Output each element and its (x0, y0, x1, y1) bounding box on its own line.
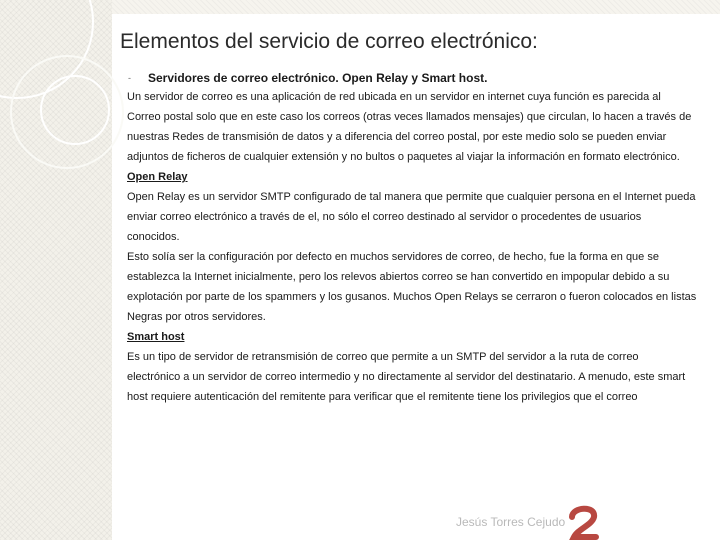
logo-icon (566, 503, 602, 540)
paragraph: conocidos. (127, 231, 180, 243)
paragraph: Correo postal solo que en este caso los correos (otras veces llamados mensajes) que circulan, lo hacen a través de (127, 111, 692, 123)
paragraph: Es un tipo de servidor de retransmisión de correo que permite a un SMTP del servidor a la ruta de correo (127, 351, 639, 363)
paragraph: host requiere autenticación del remitente para verificar que el remitente tiene los privilegios que el correo (127, 391, 638, 403)
paragraph: Esto solía ser la configuración por defecto en muchos servidores de correo, de hecho, fue la forma en que se (127, 251, 659, 263)
paragraph: Negras por otros servidores. (127, 311, 266, 323)
author-signature: Jesús Torres Cejudo (456, 515, 566, 529)
slide-title: Elementos del servicio de correo electrónico: (120, 30, 538, 53)
paragraph: Un servidor de correo es una aplicación de red ubicada en un servidor en internet cuya función es parecida al (127, 91, 661, 103)
paragraph: electrónico a un servidor de correo intermedio y no directamente al servidor del destinatario. A menudo, este smart (127, 371, 686, 383)
section-heading-open-relay: Open Relay (127, 171, 188, 183)
bullet-marker: - (128, 73, 131, 83)
decorative-top-band (112, 0, 720, 14)
decorative-background (0, 0, 112, 540)
paragraph: establezca la Internet inicialmente, pero los relevos abiertos correo se han convertido en impopular debido a su (127, 271, 670, 283)
slide-subtitle: Servidores de correo electrónico. Open Relay y Smart host. (148, 71, 488, 85)
paragraph: Open Relay es un servidor SMTP configurado de tal manera que permite que cualquier persona en el Internet pueda (127, 191, 696, 203)
section-heading-smart-host: Smart host (127, 331, 185, 343)
paragraph: explotación por parte de los spammers y los gusanos. Muchos Open Relays se cerraron o fueron colocados en listas (127, 291, 697, 303)
paragraph: nuestras Redes de transmisión de datos y a diferencia del correo postal, por este medio solo se pueden enviar (127, 131, 667, 143)
slide-body (127, 90, 699, 410)
decorative-ring (40, 75, 110, 145)
paragraph: adjuntos de ficheros de cualquier extensión y no bultos o paquetes al viajar la información en formato electrónico. (127, 151, 680, 163)
paragraph: enviar correo electrónico a través de el, no sólo el correo destinado al servidor o procedentes de usuarios (127, 211, 642, 223)
